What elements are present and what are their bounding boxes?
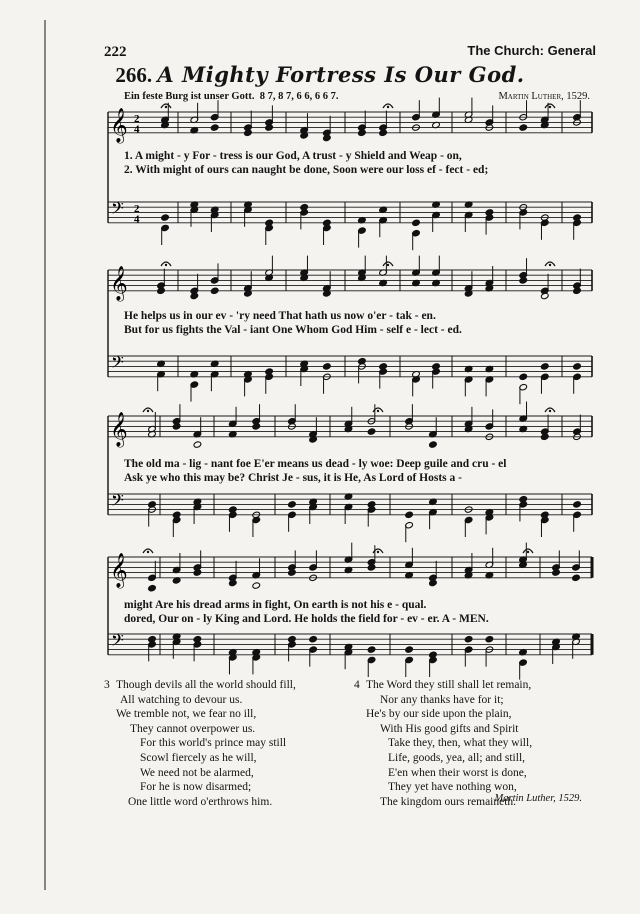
verse-3-line: We tremble not, we fear no ill, [116, 708, 257, 721]
bass-clef-icon: 𝄢 [111, 198, 124, 222]
bass-clef-icon: 𝄢 [111, 352, 124, 376]
fermata-dot [377, 551, 379, 553]
lyric-line-2-verse-1: He helps us in our ev - 'ry need That hath us now o'er - tak - en. [124, 310, 436, 322]
note-head [485, 636, 494, 643]
verse-3-line: One little word o'erthrows him. [128, 795, 273, 808]
page-number: 222 [104, 44, 127, 60]
verse-3-line: Though devils all the world should fill, [116, 679, 296, 691]
lyric-line-1-verse-1: 1. A might - y For - tress is our God, A trust - y Shield and Weap - on, [124, 150, 462, 162]
note-head [210, 287, 219, 294]
hymn-title-text: A Mighty Fortress Is Our God. [157, 62, 525, 87]
lyric-line-4-verse-2: dored, Our on - ly King and Lord. He holds the field for - ev - er. A - MEN. [124, 613, 489, 625]
verse-4-line: The kingdom ours remaineth. [380, 795, 517, 808]
verse-3-line: All watching to devour us. [120, 693, 243, 706]
verse-4-line: The Word they still shall let remain, [366, 679, 532, 691]
verse-4-line: Nor any thanks have for it; [380, 693, 504, 706]
lyric-line-1-verse-2: 2. With might of ours can naught be done, Soon were our loss ef - fect - ed; [124, 164, 489, 176]
fermata-dot [527, 551, 529, 553]
verse-4-line: They yet have nothing won, [388, 781, 517, 794]
note-head [148, 585, 157, 592]
note-head [573, 501, 582, 508]
note-head [572, 574, 581, 581]
time-signature-top: 2 [134, 113, 140, 125]
fermata-dot [387, 264, 389, 266]
verse-3 [104, 678, 296, 809]
note-head [412, 219, 421, 226]
fermata-dot [147, 410, 149, 412]
note-head [193, 441, 202, 448]
verse-4-number: 4 [354, 679, 360, 691]
note-head [252, 582, 261, 589]
fermata-dot [377, 410, 379, 412]
composer-credit: Martin Luther, 1529. [498, 91, 590, 102]
note-head [573, 363, 582, 370]
fermata-dot [165, 106, 167, 108]
section-heading: The Church: General [467, 43, 596, 58]
verse-3-line: They cannot overpower us. [130, 722, 256, 735]
verse-author: Martin Luther, 1529. [494, 793, 582, 804]
verse-3-line: For he is now disarmed; [140, 781, 252, 794]
fermata-dot [147, 551, 149, 553]
meter: 8 7, 8 7, 6 6, 6 6 7. [259, 91, 339, 102]
note-head [323, 363, 332, 370]
tune-name: Ein feste Burg ist unser Gott. [124, 91, 255, 102]
note-head [367, 428, 376, 435]
note-head [367, 646, 376, 653]
note-head [210, 124, 219, 131]
fermata-dot [165, 264, 167, 266]
time-signature-bottom: 4 [134, 123, 140, 136]
verse-4-line: Life, goods, yea, all; and still, [388, 751, 526, 764]
note-head [161, 214, 170, 221]
fermata-dot [549, 106, 551, 108]
treble-clef-icon: 𝄞 [110, 552, 128, 588]
verse-4 [354, 678, 532, 809]
lyric-line-3-verse-1: The old ma - lig - nant foe E'er means us dead - ly woe: Deep guile and cru - el [124, 458, 507, 470]
lyric-line-4-verse-1: might Are his dread arms in fight, On earth is not his e - qual. [124, 599, 427, 611]
treble-clef-icon: 𝄞 [110, 411, 128, 447]
note-head [519, 124, 528, 131]
note-head [309, 636, 318, 643]
verse-3-line: For this world's prince may still [140, 737, 287, 750]
time-signature-top: 2 [134, 203, 140, 215]
note-head [429, 441, 438, 448]
verse-4-line: With His good gifts and Spirit [380, 722, 519, 735]
lyric-line-3-verse-2: Ask ye who this may be? Christ Je - sus, it is He, As Lord of Hosts a - [124, 472, 462, 484]
treble-clef-icon: 𝄞 [110, 107, 128, 143]
bass-clef-icon: 𝄢 [111, 630, 124, 654]
verse-4-line: Take they, then, what they will, [388, 737, 533, 750]
verse-4-line: E'en when their worst is done, [388, 766, 527, 779]
verse-3-line: Scowl fiercely as he will, [140, 751, 257, 764]
hymn-number: 266. [115, 63, 153, 87]
time-signature-bottom: 4 [134, 213, 140, 226]
note-head [464, 636, 473, 643]
note-head [288, 501, 297, 508]
bass-clef-icon: 𝄢 [111, 490, 124, 514]
note-head [540, 363, 549, 370]
fermata-dot [549, 264, 551, 266]
note-head [519, 373, 528, 380]
lyric-line-2-verse-2: But for us fights the Val - iant One Whom God Him - self e - lect - ed. [124, 324, 462, 336]
verse-3-number: 3 [104, 679, 110, 691]
fermata-dot [549, 410, 551, 412]
fermata-dot [387, 106, 389, 108]
note-head [405, 511, 414, 518]
treble-clef-icon: 𝄞 [110, 265, 128, 301]
verse-3-line: We need not be alarmed, [140, 766, 254, 779]
note-head [405, 646, 414, 653]
verse-4-line: He's by our side upon the plain, [366, 708, 512, 721]
